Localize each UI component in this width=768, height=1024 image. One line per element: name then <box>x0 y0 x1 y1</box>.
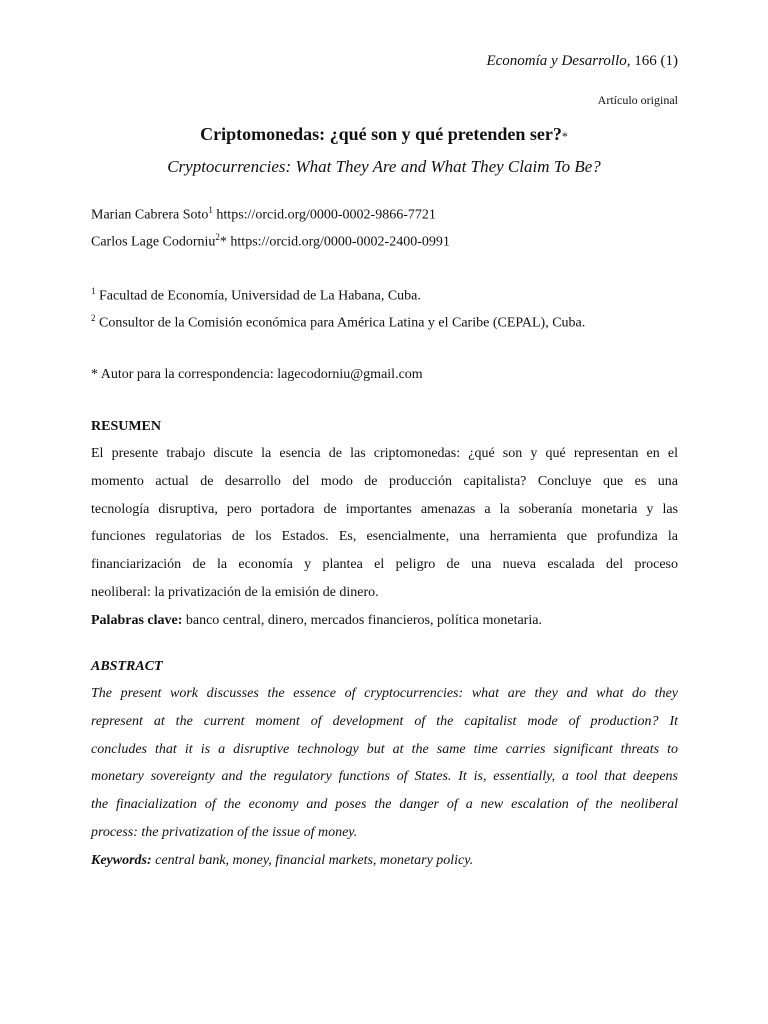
keywords-text: banco central, dinero, mercados financieros, política monetaria. <box>182 612 542 628</box>
resumen-keywords <box>91 607 678 635</box>
keywords-label: Keywords: <box>91 852 152 868</box>
resumen-line: momento actual de desarrollo del modo de producción capitalista? Concluye que es una <box>91 473 678 489</box>
abstract-line: monetary sovereignty and the regulatory functions of States. It is, essentially, a tool that deepens <box>91 769 678 785</box>
author-orcid: https://orcid.org/0000-0002-9866-7721 <box>212 207 436 223</box>
paper-title <box>0 124 768 145</box>
keywords-label: Palabras clave: <box>91 612 183 628</box>
resumen-heading: RESUMEN <box>91 419 162 434</box>
abstract-line: process: the privatization of the issue of money. <box>91 824 358 840</box>
abstract-heading: ABSTRACT <box>91 659 163 674</box>
author-name: Marian Cabrera Soto <box>91 207 209 223</box>
abstract-line: The present work discusses the essence of cryptocurrencies: what are they and what do they <box>91 686 678 701</box>
affiliation-text: Facultad de Economía, Universidad de La Habana, Cuba. <box>95 288 421 304</box>
abstract-paragraph <box>91 680 678 875</box>
keywords-text: central bank, money, financial markets, monetary policy. <box>151 852 474 868</box>
author-line <box>91 205 436 224</box>
author-affiliation-mark: 2 <box>215 232 220 242</box>
abstract-line: the finacialization of the economy and poses the danger of a new escalation of the neoliberal <box>91 797 678 813</box>
paper-subtitle: Cryptocurrencies: What They Are and What They Claim To Be? <box>167 157 601 176</box>
abstract-line: concludes that it is a disruptive technology but at the same time carries significant threats to <box>91 741 678 757</box>
journal-name: Economía y Desarrollo <box>486 53 627 69</box>
journal-citation <box>486 53 678 70</box>
title-footnote-mark: * <box>561 129 568 143</box>
paper-title-text: Criptomonedas: ¿qué son y qué pretenden ser? <box>200 124 562 144</box>
resumen-line: tecnología disruptiva, pero portadora de importantes amenazas a la soberanía monetaria y las <box>91 501 678 517</box>
affiliation-mark: 1 <box>91 286 96 296</box>
article-type: Artículo original <box>597 93 678 107</box>
author-affiliation-mark: 1 <box>208 205 213 215</box>
affiliation-line <box>91 286 421 305</box>
resumen-line: funciones regulatorias de los Estados. Es, esencialmente, una herramienta que profundiza la <box>91 529 678 545</box>
journal-issue: , 166 (1) <box>626 53 678 69</box>
author-orcid: * https://orcid.org/0000-0002-2400-0991 <box>219 234 450 250</box>
affiliation-line <box>91 313 585 332</box>
resumen-line: financiarización de la economía y plantea el peligro de una nueva escalada del proceso <box>91 557 678 573</box>
resumen-line: El presente trabajo discute la esencia de las criptomonedas: ¿qué son y qué representan en el <box>91 446 678 461</box>
correspondence-note: * Autor para la correspondencia: lagecodorniu@gmail.com <box>91 367 423 382</box>
affiliation-mark: 2 <box>91 313 96 323</box>
abstract-line: represent at the current moment of development of the capitalist mode of production? It <box>91 713 678 729</box>
resumen-line: neoliberal: la privatización de la emisión de dinero. <box>91 584 379 600</box>
affiliation-text: Consultor de la Comisión económica para América Latina y el Caribe (CEPAL), Cuba. <box>95 315 586 331</box>
abstract-keywords <box>91 847 678 875</box>
resumen-paragraph <box>91 440 678 635</box>
author-name: Carlos Lage Codorniu <box>91 234 216 250</box>
author-line <box>91 232 450 251</box>
